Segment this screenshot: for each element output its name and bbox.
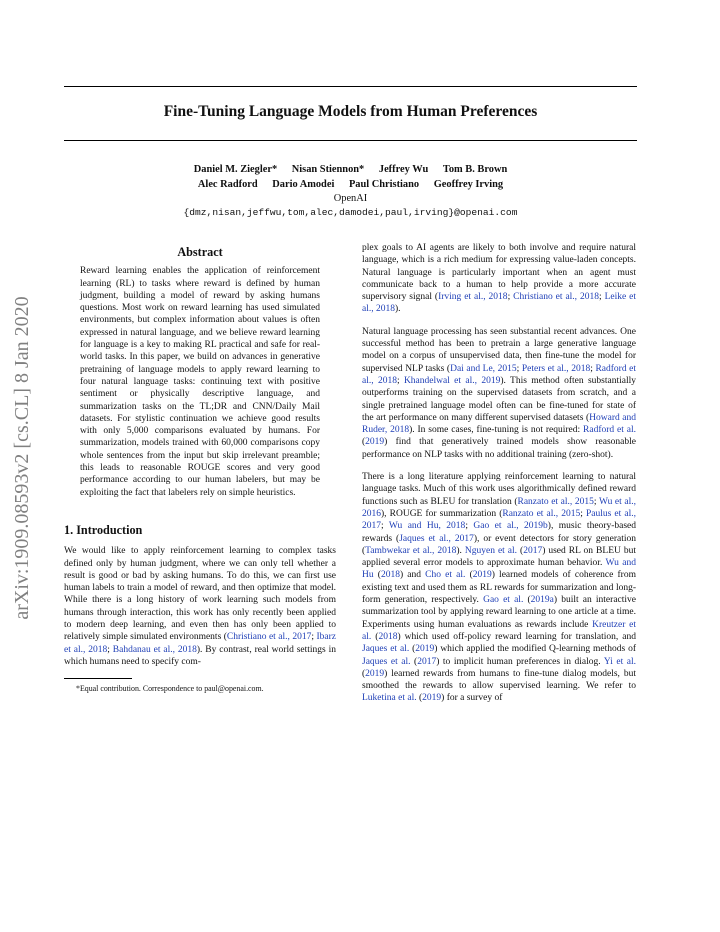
text-run: ( [416, 693, 423, 704]
citation-link[interactable]: Nguyen et al. [464, 545, 518, 556]
text-run: ) learned rewards from humans to fine-tune dialog models, but smoothed the rewards to allow supervised learning. We refer to [362, 668, 636, 692]
citation-link[interactable]: Ranzato et al., 2015 [517, 496, 594, 507]
text-run: ; [599, 292, 605, 303]
text-run: ), music theory-based rewards ( [362, 521, 636, 544]
citation-link[interactable]: Christiano et al., 2017 [226, 632, 312, 643]
citation-link[interactable]: Wu et al., 2016 [362, 496, 636, 519]
right-column [362, 242, 636, 715]
citation-link[interactable]: Dai and Le, 2015 [450, 363, 517, 374]
text-run: ( [371, 631, 379, 642]
citation-link[interactable]: 2019 [365, 437, 385, 448]
text-run: ( [465, 570, 473, 581]
text-run: ) built an interactive summarization tool by applying reward learning to one article at a time. Experiments using human evaluations as rewards include [362, 595, 636, 630]
text-run: ) and [399, 570, 426, 581]
author: Nisan Stiennon* [291, 164, 365, 175]
citation-link[interactable]: Jaques et al. [362, 644, 410, 655]
citation-link[interactable]: 2018 [380, 570, 400, 581]
text-run: ( [362, 668, 366, 679]
citation-link[interactable]: 2018 [378, 631, 398, 642]
text-run: ). [456, 545, 465, 556]
citation-link[interactable]: Leike et al., 2018 [362, 292, 636, 315]
citation-link[interactable]: 2017 [417, 656, 437, 667]
intro-paragraph-1 [64, 545, 336, 668]
citation-link[interactable]: Howard and Ruder, 2018 [362, 412, 637, 436]
author: Jeffrey Wu [378, 164, 429, 175]
citation-link[interactable]: 2019 [365, 668, 385, 679]
abstract-body: Reward learning enables the application of reinforcement learning (RL) to tasks where reward is defined by human judgment, building a model of reward by asking humans questions. Most work on reward learning has used simulated environments, but complex information about values is often expressed in natural language, and we believe reward learning for language is a key to making RL practical and safe for real-world tasks. In this paper, we build on advances in generative pretraining of language models to apply reward learning to four natural language tasks: continuing text with positive sentiment or physically descriptive language, and summarization tasks on the TL;DR and CNN/Daily Mail datasets. For stylistic continuation we achieve good results with only 5,000 comparisons evaluated by humans. For summarization, models trained with 60,000 comparisons copy whole sentences from the input but skip irrelevant preamble; this leads to reasonable ROUGE scores and very good performance according to our human labelers, but may be exploiting the fact that labelers rely on simple heuristics. [80, 266, 320, 498]
text-run: plex goals to AI agents are likely to both involve and require natural language, which is a rich medium for expressing value-laden concepts. Natural language is particularly important when an agent must communicate back to a human to help provide a more accurate supervisory signal ( [362, 243, 636, 303]
citation-link[interactable]: 2019a [530, 595, 554, 606]
text-run: ) for a survey of [441, 693, 503, 704]
intro-paragraph-3 [362, 326, 636, 461]
text-run: ), or event detectors for story generation ( [362, 533, 637, 556]
text-run: ; [396, 375, 404, 386]
citation-link[interactable]: Jaques et al., 2017 [399, 533, 474, 544]
citation-link[interactable]: Yi et al. [603, 656, 636, 667]
citation-link[interactable]: Christiano et al., 2018 [513, 292, 599, 303]
text-run: ( [362, 437, 366, 448]
citation-link[interactable]: Luketina et al. [362, 693, 417, 704]
text-run: ), ROUGE for summarization ( [381, 508, 503, 519]
text-run: ) which used off-policy reward learning for translation, and [397, 631, 637, 642]
text-run: ; [516, 363, 522, 374]
text-run: ; [465, 521, 474, 532]
text-run: ) find that generatively trained models show reasonable performance on NLP tasks with no additional training (zero-shot). [362, 437, 636, 460]
affiliation: OpenAI [333, 193, 368, 204]
text-run: ( [517, 545, 524, 556]
citation-link[interactable]: Tambwekar et al., 2018 [365, 545, 457, 556]
citation-link[interactable]: Radford et al. [583, 425, 637, 436]
citation-link[interactable]: Cho et al. [425, 570, 466, 581]
citation-link[interactable]: Peters et al., 2018 [521, 363, 591, 374]
text-run: ). This method often substantially outperforms training on the supervised datasets from scratch, and a single pretrained language model often can be fine-tuned for state of the art performance on many different supervised datasets ( [362, 375, 636, 423]
citation-link[interactable]: 2019 [415, 644, 435, 655]
text-run: ; [311, 632, 317, 643]
text-run: ) to implicit human preferences in dialog. [436, 656, 604, 667]
text-run: ; [590, 363, 596, 374]
author-list-line-2 [64, 179, 637, 190]
intro-paragraph-2 [362, 242, 636, 316]
citation-link[interactable]: Jaques et al. [362, 656, 411, 667]
citation-link[interactable]: Bahdanau et al., 2018 [112, 644, 197, 655]
text-run: ; [507, 292, 514, 303]
citation-link[interactable]: Wu and Hu, 2018 [388, 521, 466, 532]
citation-link[interactable]: Radford et al., 2018 [362, 363, 637, 386]
text-run: ) which applied the modified Q-learning methods of [434, 644, 636, 655]
author: Paul Christiano [348, 179, 420, 190]
text-run: There is a long literature applying reinforcement learning to natural language tasks. Much of this work uses algorithmically defined reward functions such as BLEU for translation ( [362, 472, 636, 507]
footnote: *Equal contribution. Correspondence to paul@openai.com. [76, 684, 264, 694]
citation-link[interactable]: Irving et al., 2018 [438, 292, 508, 303]
paper-title: Fine-Tuning Language Models from Human Preferences [163, 103, 538, 120]
citation-link[interactable]: 2019 [472, 570, 492, 581]
citation-link[interactable]: Paulus et al., 2017 [362, 508, 636, 532]
text-run: ( [523, 595, 531, 606]
text-run: ). In some cases, fine-tuning is not required: [409, 425, 584, 436]
text-run: Natural language processing has seen substantial recent advances. One successful method has been to pretrain a large generative language model on a corpus of unsupervised data, then fine-tune the model for supervised NLP tasks ( [362, 326, 636, 374]
citation-link[interactable]: Khandelwal et al., 2019 [403, 375, 501, 386]
citation-link[interactable]: Ranzato et al., 2015 [502, 508, 581, 519]
citation-link[interactable]: Gao et al., 2019b [473, 521, 548, 532]
text-run: ; [580, 508, 586, 519]
text-run: ) used RL on BLEU but applied several error models to approximate human behavior. [362, 545, 636, 569]
author: Tom B. Brown [442, 164, 508, 175]
section-heading-introduction: 1. Introduction [64, 522, 143, 537]
intro-paragraph-4 [362, 471, 636, 705]
text-run: ) learned models of coherence from existing text and used them as RL rewards for summarization and long-form generation, respectively. [362, 570, 636, 606]
author: Geoffrey Irving [433, 179, 504, 190]
text-run: ; [593, 496, 599, 507]
author: Daniel M. Ziegler* [193, 164, 278, 175]
author: Alec Radford [197, 179, 258, 190]
arxiv-stamp: arXiv:1909.08593v2 [cs.CL] 8 Jan 2020 [11, 296, 33, 620]
text-run: ( [409, 644, 416, 655]
text-run: ). By contrast, real world settings in which humans need to specify com- [64, 644, 337, 667]
author: Dario Amodei [272, 179, 335, 190]
author-list-line-1 [64, 164, 637, 175]
citation-link[interactable]: 2019 [422, 693, 442, 704]
text-run: We would like to apply reinforcement learning to complex tasks defined only by human judgment, where we can only tell whether a result is good or bad by asking humans. To do this, we can first use human labels to train a model of reward, and then optimize that model. While there is a long history of work learning such models from humans through interaction, this work has only recently been applied to modern deep learning, and even then has only been applied to relatively simple simulated environments ( [64, 546, 336, 643]
citation-link[interactable]: Wu and Hu [362, 558, 636, 581]
footnote-divider [64, 678, 132, 679]
author-emails: {dmz,nisan,jeffwu,tom,alec,damodei,paul,irving}@openai.com [183, 207, 518, 218]
citation-link[interactable]: Ibarz et al., 2018 [64, 632, 337, 655]
text-run: ). [394, 304, 401, 315]
left-column [64, 242, 336, 694]
text-run: ; [381, 521, 389, 532]
title-rule-top [64, 86, 637, 87]
text-run: ( [410, 656, 418, 667]
title-rule-bottom [64, 140, 637, 141]
citation-link[interactable]: Gao et al. [483, 595, 524, 606]
citation-link[interactable]: Kreutzer et al. [362, 619, 636, 642]
text-run: ; [107, 644, 113, 655]
citation-link[interactable]: 2017 [523, 545, 543, 556]
abstract-heading: Abstract [177, 245, 223, 259]
text-run: ( [373, 570, 381, 581]
